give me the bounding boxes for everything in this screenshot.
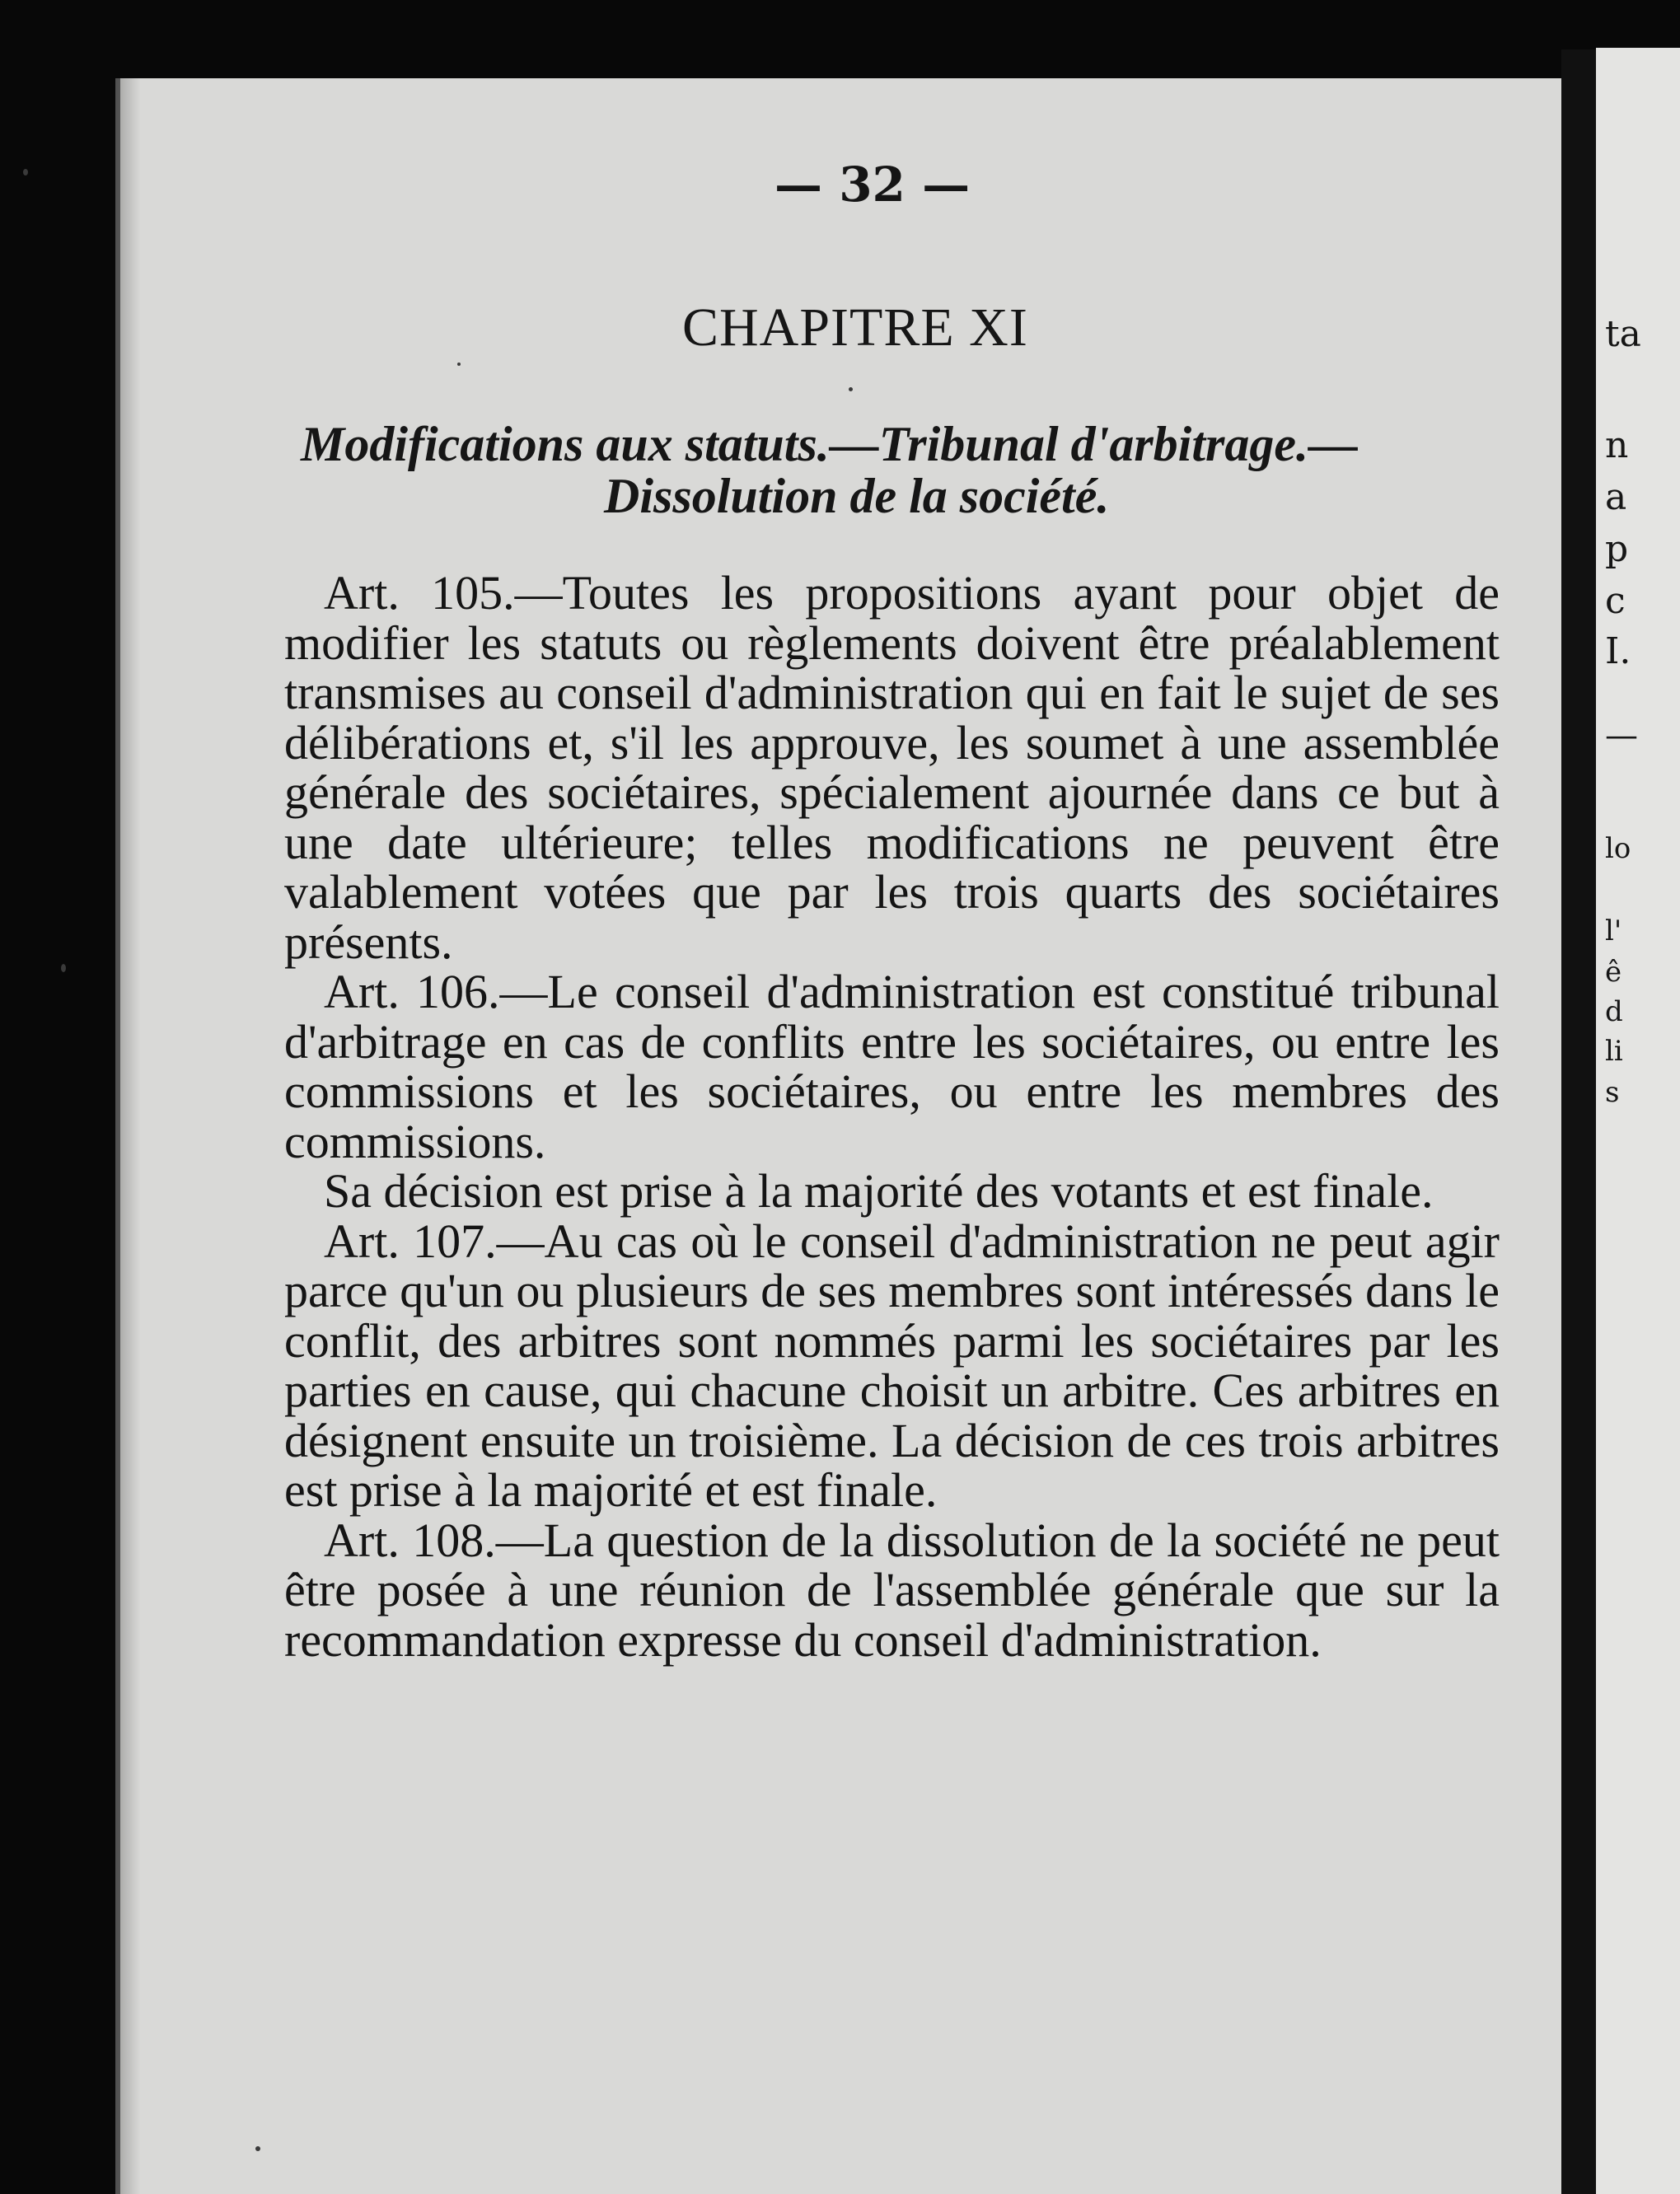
adjacent-fragment-7: — xyxy=(1605,717,1638,755)
article-106-continuation: Sa décision est prise à la majorité des votants et est finale. xyxy=(324,1164,1434,1218)
scan-speck xyxy=(61,964,66,972)
scan-speck xyxy=(255,2146,260,2151)
adjacent-page xyxy=(1596,48,1680,2194)
adjacent-fragment-6: I. xyxy=(1605,630,1631,672)
article-105: Art. 105.—Toutes les propositions ayant pour objet de modifier les statuts ou règlements doivent être préalablement transmises au conseil d'administration qui en fait le sujet de ses délibérations et, s'il les approuve, les soumet à une assemblée générale des sociétaires, spécialement ajournée dans ce but à une date ultérieure; telles modifications ne peuvent être valablement votées que par les trois quarts des sociétaires présents. xyxy=(284,566,1500,969)
adjacent-fragment-1: ta xyxy=(1605,313,1641,355)
page-right-edge xyxy=(1561,49,1596,2194)
adjacent-fragment-12: li xyxy=(1605,1035,1623,1068)
article-107: Art. 107.—Au cas où le conseil d'administration ne peut agir parce qu'un ou plusieurs de ses membres sont intéressés dans le conflit, des arbitres sont nommés parmi les sociétaires par les parties en cause, qui chacune choisit un arbitre. Ces arbitres en désignent ensuite un troisième. La décision de ces trois arbitres est prise à la majorité et est finale. xyxy=(284,1214,1500,1517)
page-number: — 32 — xyxy=(774,157,971,213)
scan-speck xyxy=(23,169,28,175)
adjacent-fragment-13: s xyxy=(1605,1076,1620,1109)
adjacent-fragment-10: ê xyxy=(1605,956,1622,989)
adjacent-fragment-8: lo xyxy=(1605,832,1631,865)
adjacent-fragment-11: d xyxy=(1605,995,1623,1028)
page-gutter-shadow xyxy=(115,78,140,2194)
adjacent-fragment-9: l' xyxy=(1605,915,1622,947)
body-text xyxy=(284,568,1500,1665)
adjacent-fragment-4: p xyxy=(1605,528,1629,570)
chapter-subtitle-line-1: Modifications aux statuts.—Tribunal d'arbitrage.— xyxy=(301,417,1358,471)
article-108: Art. 108.—La question de la dissolution de la société ne peut être posée à une réunion de l'assemblée générale que sur la recommandation expresse du conseil d'administration. xyxy=(284,1513,1500,1667)
adjacent-fragment-5: c xyxy=(1605,580,1626,622)
scan-speck xyxy=(849,387,853,391)
adjacent-fragment-2: n xyxy=(1605,424,1629,466)
article-106: Art. 106.—Le conseil d'administration est constitué tribunal d'arbitrage en cas de conflits entre les sociétaires, ou entre les commissions et les sociétaires, ou entre les membres des commissions. xyxy=(284,965,1500,1168)
chapter-subtitle-line-2: Dissolution de la société. xyxy=(604,469,1110,523)
scan-speck xyxy=(457,363,461,366)
chapter-title: CHAPITRE XI xyxy=(682,297,1028,358)
adjacent-fragment-3: a xyxy=(1605,476,1627,518)
